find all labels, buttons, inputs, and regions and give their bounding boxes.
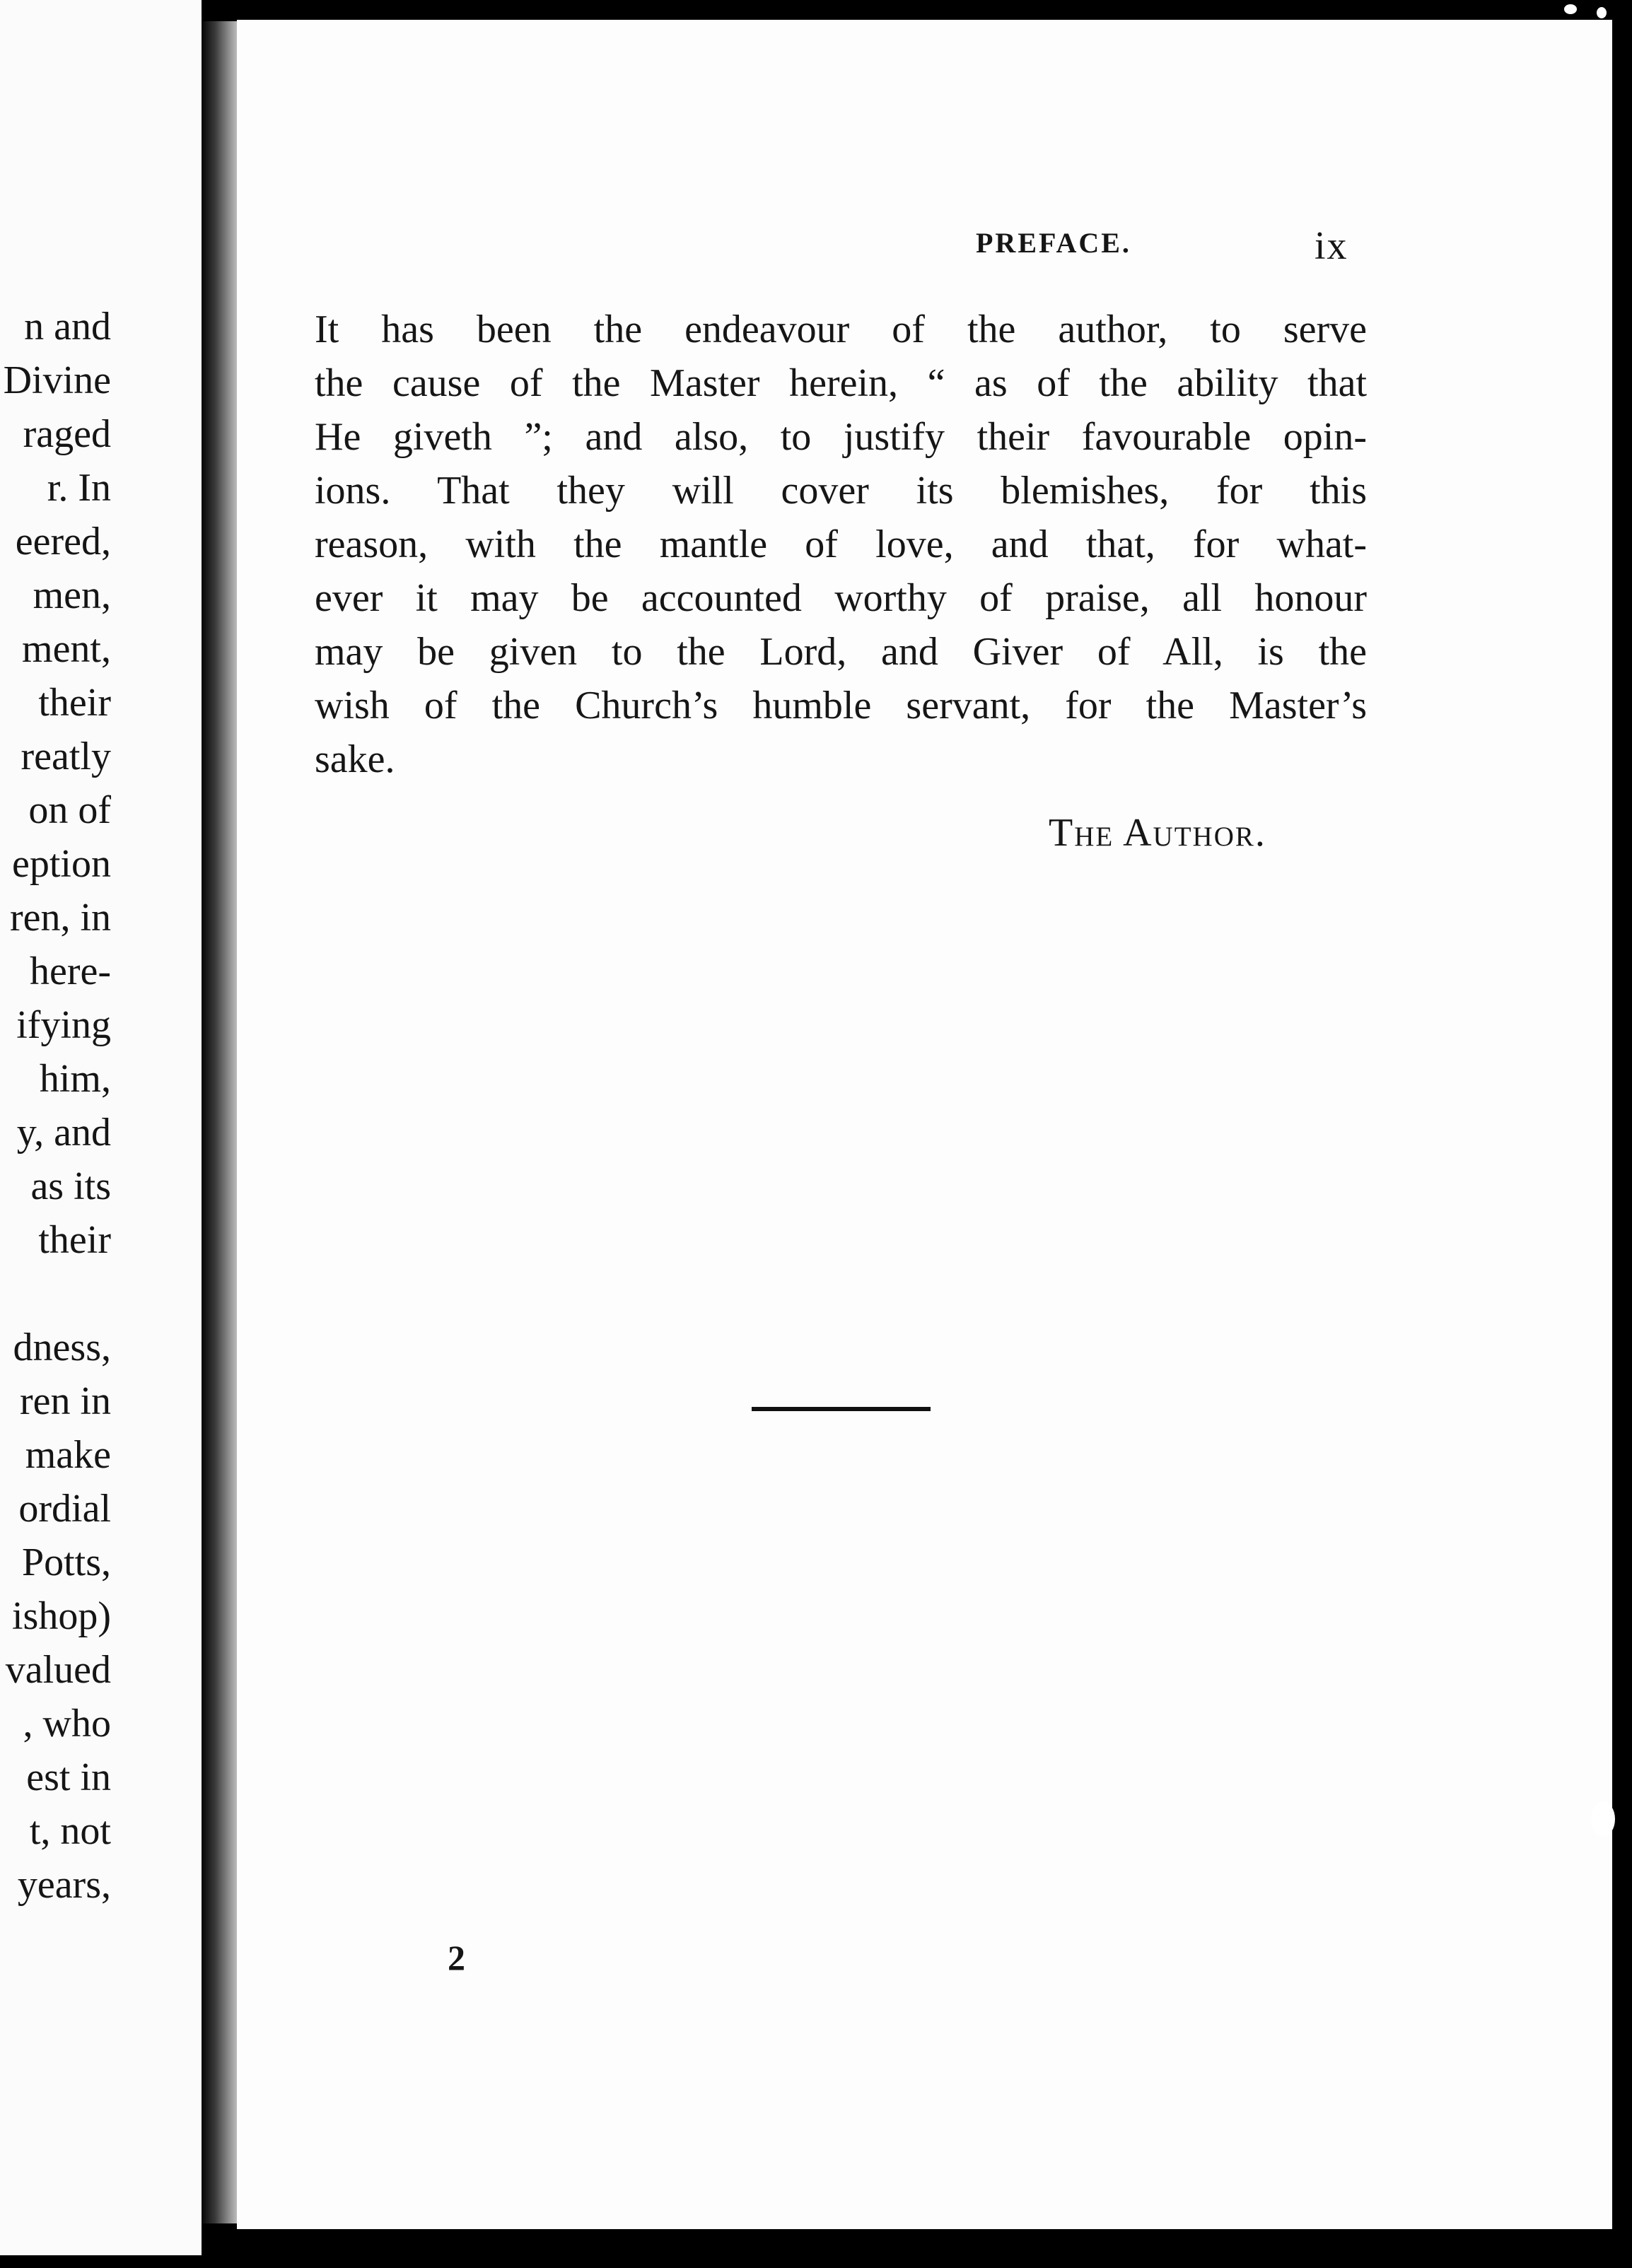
- left-page-line: make: [25, 1433, 111, 1477]
- left-page-line: their: [38, 681, 111, 725]
- author-signature: The Author.: [1049, 811, 1266, 855]
- text-line: ions. That they will cover its blemishes, for this: [315, 469, 1367, 513]
- scan-speck: [1597, 7, 1607, 18]
- scan-speck: [1591, 1801, 1615, 1837]
- text-line: wish of the Church’s humble servant, for the Master’s: [315, 684, 1367, 727]
- left-page-line: ifying: [16, 1003, 111, 1047]
- left-page-line: ordial: [18, 1487, 111, 1531]
- text-line: He giveth ”; and also, to justify their favourable opin-: [315, 415, 1367, 459]
- left-page-line: raged: [23, 412, 111, 456]
- left-page-line: men,: [33, 573, 111, 617]
- left-page-line: as its: [30, 1164, 111, 1208]
- left-page-line: n and: [24, 305, 111, 349]
- scan-speck: [1564, 4, 1577, 14]
- left-page-line: y, and: [16, 1111, 111, 1155]
- left-page-line: their: [38, 1218, 111, 1262]
- left-page: [0, 0, 202, 2255]
- left-page-line: ment,: [22, 627, 111, 671]
- left-page-line: here-: [29, 949, 111, 993]
- page-number: ix: [1315, 224, 1348, 268]
- body-paragraph: [315, 303, 1367, 786]
- left-page-line: t, not: [29, 1809, 111, 1853]
- left-page-line: reatly: [21, 735, 111, 778]
- left-page-line: Potts,: [21, 1541, 111, 1584]
- left-page-line: ishop): [12, 1594, 111, 1638]
- text-line: may be given to the Lord, and Giver of All, is the: [315, 630, 1367, 674]
- left-page-line: valued: [5, 1648, 111, 1692]
- book-gutter: [202, 21, 240, 2223]
- left-page-line: on of: [28, 788, 111, 832]
- printer-signature-mark: 2: [448, 1938, 465, 1977]
- text-line: the cause of the Master herein, “ as of the ability that: [315, 361, 1367, 405]
- text-line: ever it may be accounted worthy of praise, all honour: [315, 576, 1367, 620]
- left-page-line: est in: [26, 1755, 111, 1799]
- left-page-line: eption: [12, 842, 111, 886]
- left-page-line: dness,: [13, 1326, 111, 1369]
- left-page-line: ren, in: [9, 896, 111, 940]
- left-page-line: eered,: [15, 520, 111, 563]
- left-page-line: Divine: [3, 358, 111, 402]
- left-page-line: r. In: [47, 466, 111, 510]
- left-page-line: years,: [17, 1863, 111, 1907]
- left-page-line: him,: [39, 1057, 111, 1101]
- text-line: It has been the endeavour of the author, to serve: [315, 308, 1367, 351]
- running-head: PREFACE.: [976, 227, 1131, 259]
- right-page: [237, 20, 1612, 2229]
- text-line: reason, with the mantle of love, and that, for what-: [315, 522, 1367, 566]
- left-page-line: ren in: [19, 1379, 111, 1423]
- section-rule: [752, 1407, 931, 1411]
- left-page-line: , who: [23, 1702, 111, 1746]
- text-line: sake.: [315, 737, 395, 781]
